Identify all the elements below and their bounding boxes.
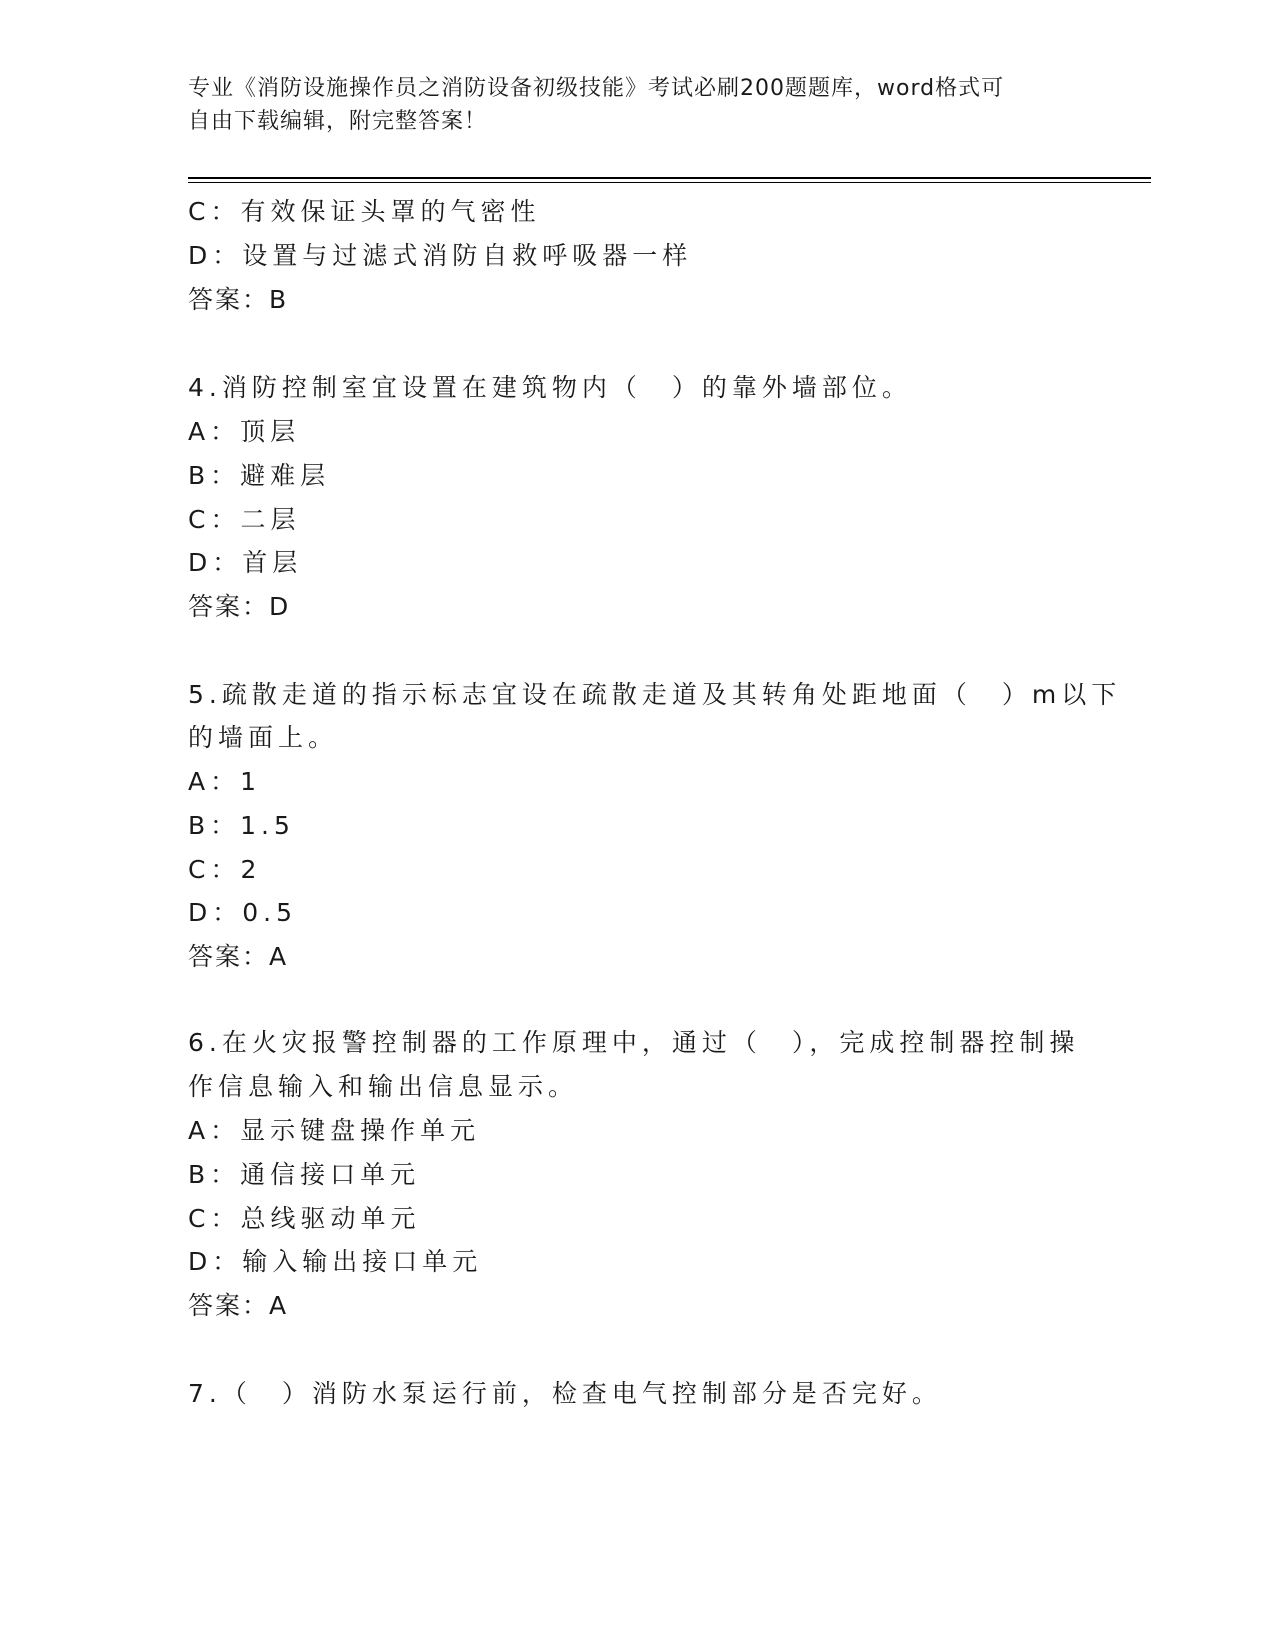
header-line-1: 专业《消防设施操作员之消防设备初级技能》考试必刷200题题库，word格式可 — [188, 76, 1005, 101]
q6-option-b: B：通信接口单元 — [188, 1160, 421, 1189]
q4-question: 4.消防控制室宜设置在建筑物内（ ）的靠外墙部位。 — [188, 373, 912, 402]
q4-option-d: D：首层 — [188, 548, 303, 577]
q5-option-c: C：2 — [188, 855, 262, 884]
q6-option-c: C：总线驱动单元 — [188, 1204, 421, 1233]
q3-answer: 答案：B — [188, 285, 289, 314]
document-header — [188, 72, 1068, 138]
q5-question-line-2: 的墙面上。 — [188, 723, 339, 752]
q5-option-a: A：1 — [188, 767, 262, 796]
q6-option-d: D：输入输出接口单元 — [188, 1247, 483, 1276]
q3-option-d: D：设置与过滤式消防自救呼吸器一样 — [188, 241, 693, 270]
q5-option-b: B：1.5 — [188, 811, 295, 840]
q6-answer: 答案：A — [188, 1291, 289, 1320]
header-divider-thick — [188, 177, 1151, 179]
q4-option-c: C：二层 — [188, 505, 301, 534]
q4-option-b: B：避难层 — [188, 461, 331, 490]
q6-question-line-1: 6.在火灾报警控制器的工作原理中，通过（ ），完成控制器控制操 — [188, 1028, 1080, 1057]
q6-question-line-2: 作信息输入和输出信息显示。 — [188, 1072, 579, 1101]
q4-option-a: A：顶层 — [188, 417, 301, 446]
q4-answer: 答案：D — [188, 592, 291, 621]
q5-option-d: D：0.5 — [188, 898, 298, 927]
header-line-2: 自由下载编辑，附完整答案！ — [188, 109, 488, 134]
header-divider-thin — [188, 182, 1151, 183]
q7-question: 7.（ ）消防水泵运行前，检查电气控制部分是否完好。 — [188, 1379, 942, 1408]
q5-question-line-1: 5.疏散走道的指示标志宜设在疏散走道及其转角处距地面（ ）m以下 — [188, 680, 1122, 709]
q6-option-a: A：显示键盘操作单元 — [188, 1116, 481, 1145]
q5-answer: 答案：A — [188, 942, 289, 971]
q3-option-c: C：有效保证头罩的气密性 — [188, 197, 541, 226]
